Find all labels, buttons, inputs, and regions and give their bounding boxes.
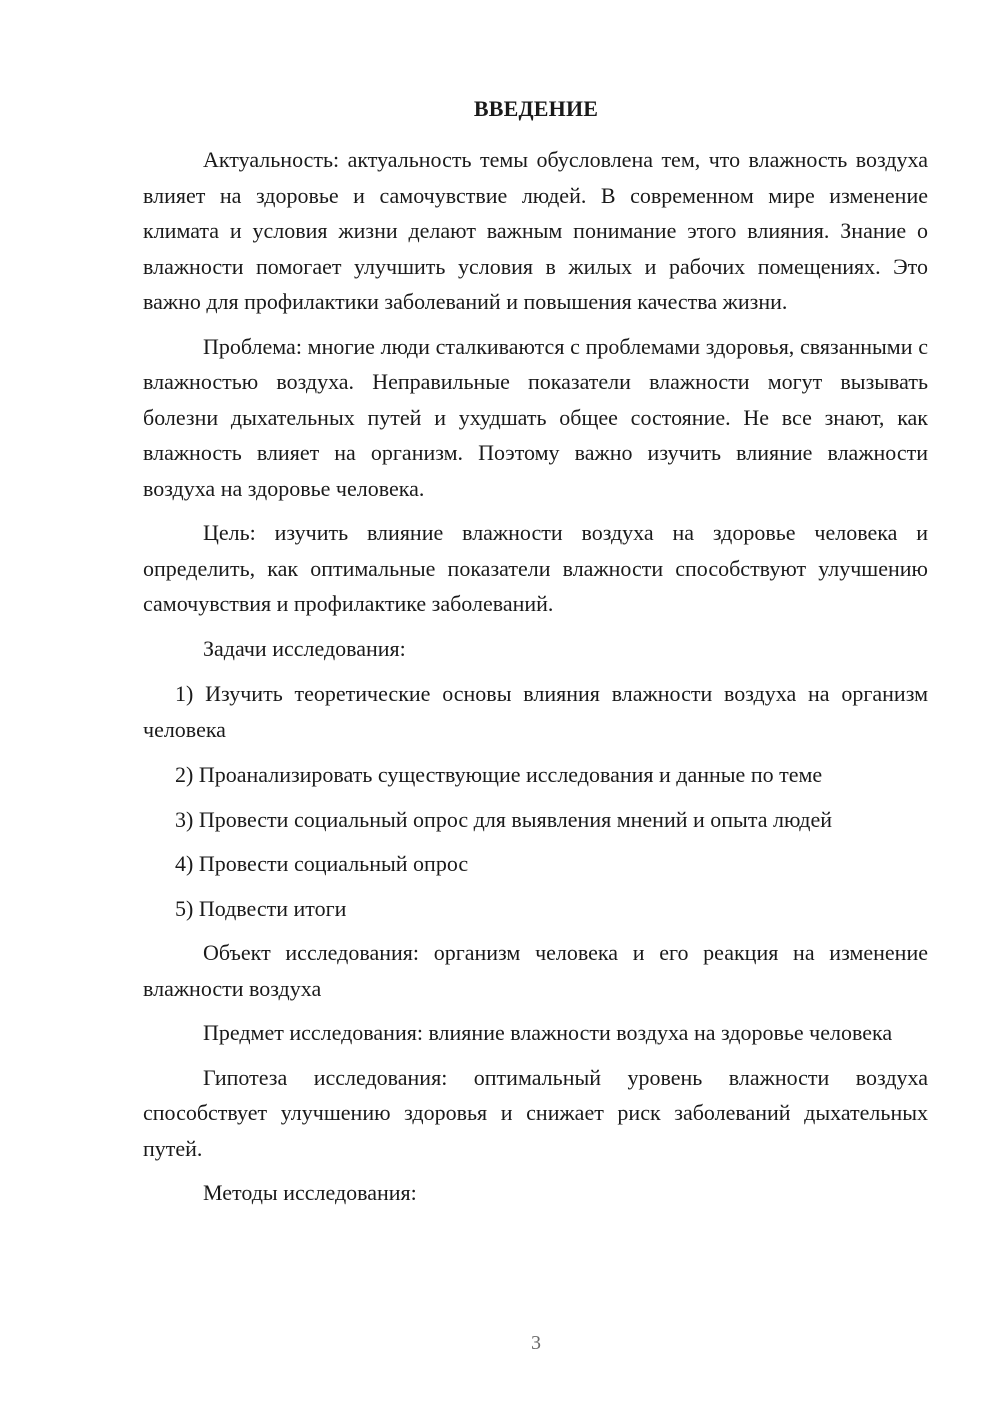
task-item-1: 1) Изучить теоретические основы влияния влажности воздуха на организм человека <box>143 681 928 742</box>
task-item-3: 3) Провести социальный опрос для выявления мнений и опыта людей <box>175 806 833 832</box>
page-title: ВВЕДЕНИЕ <box>473 96 599 121</box>
tasks-list <box>143 676 928 926</box>
methods-heading: Методы исследования: <box>203 1180 417 1205</box>
task-item-5: 5) Подвести итоги <box>175 895 347 921</box>
page-number: 3 <box>531 1332 541 1354</box>
paragraph-goal: Цель: изучить влияние влажности воздуха на здоровье человека и определить, как оптимальные показатели влажности способствуют улучшению самочувствия и профилактике заболеваний. <box>143 520 928 616</box>
task-item-2: 2) Проанализировать существующие исследования и данные по теме <box>175 762 823 787</box>
paragraph-relevance: Актуальность: актуальность темы обусловлена тем, что влажность воздуха влияет на здоровье и самочувствие людей. В современном мире изменение климата и условия жизни делают важным понимание этого влияния. Знание о влажности помогает улучшить условия в жилых и рабочих помещениях. Это важно для профилактики заболеваний и повышения качества жизни. <box>143 147 928 314</box>
tasks-heading: Задачи исследования: <box>203 635 406 661</box>
paragraph-object: Объект исследования: организм человека и его реакция на изменение влажности воздуха <box>143 940 928 1001</box>
paragraph-problem: Проблема: многие люди сталкиваются с проблемами здоровья, связанными с влажностью воздуха. Неправильные показатели влажности могут вызывать болезни дыхательных путей и ухудшать общее состояние. Не все знают, как влажность влияет на организм. Поэтому важно изучить влияние влажности воздуха на здоровье человека. <box>143 333 928 501</box>
paragraph-hypothesis: Гипотеза исследования: оптимальный уровень влажности воздуха способствует улучшению здоровья и снижает риск заболеваний дыхательных путей. <box>143 1064 928 1161</box>
paragraph-subject: Предмет исследования: влияние влажности воздуха на здоровье человека <box>203 1020 893 1045</box>
task-item-4: 4) Провести социальный опрос <box>175 851 469 876</box>
document-body <box>143 142 928 1221</box>
